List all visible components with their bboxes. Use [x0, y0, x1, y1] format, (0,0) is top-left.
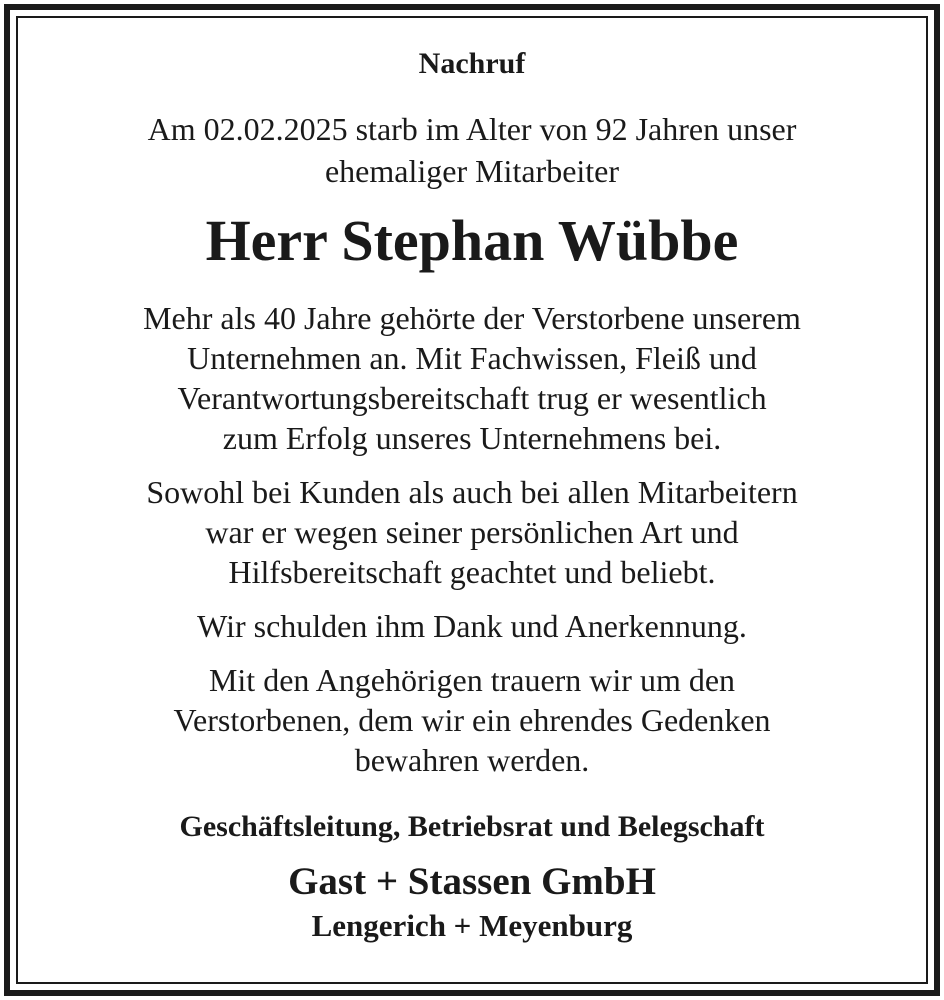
intro-text [20, 108, 924, 192]
paragraph-career [20, 298, 924, 458]
notice-heading: Nachruf [418, 47, 526, 80]
paragraph-line: Verstorbenen, dem wir ein ehrendes Gedenken [173, 702, 771, 738]
paragraph-gratitude [20, 606, 924, 646]
paragraph-line: Sowohl bei Kunden als auch bei allen Mitarbeitern [146, 474, 798, 510]
paragraph-line: Unternehmen an. Mit Fachwissen, Fleiß und [187, 340, 757, 376]
paragraph-line: zum Erfolg unseres Unternehmens bei. [222, 420, 722, 456]
paragraph-character [20, 472, 924, 592]
deceased-name: Herr Stephan Wübbe [205, 208, 739, 273]
obituary-notice [20, 20, 924, 980]
paragraph-line: Wir schulden ihm Dank und Anerkennung. [197, 608, 747, 644]
paragraph-line: bewahren werden. [354, 742, 590, 778]
paragraph-line: Mit den Angehörigen trauern wir um den [208, 662, 736, 698]
company-name: Gast + Stassen GmbH [288, 860, 656, 903]
paragraph-line: war er wegen seiner persönlichen Art und [205, 514, 739, 550]
intro-line: Am 02.02.2025 starb im Alter von 92 Jahren unser [147, 111, 797, 147]
paragraph-mourning [20, 660, 924, 780]
intro-line: ehemaliger Mitarbeiter [324, 153, 620, 189]
paragraph-line: Hilfsbereitschaft geachtet und beliebt. [228, 554, 716, 590]
paragraph-line: Verantwortungsbereitschaft trug er wesentlich [177, 380, 767, 416]
company-locations: Lengerich + Meyenburg [311, 908, 633, 943]
signoff: Geschäftsleitung, Betriebsrat und Belegschaft [179, 810, 765, 843]
paragraph-line: Mehr als 40 Jahre gehörte der Verstorbene unserem [143, 300, 801, 336]
